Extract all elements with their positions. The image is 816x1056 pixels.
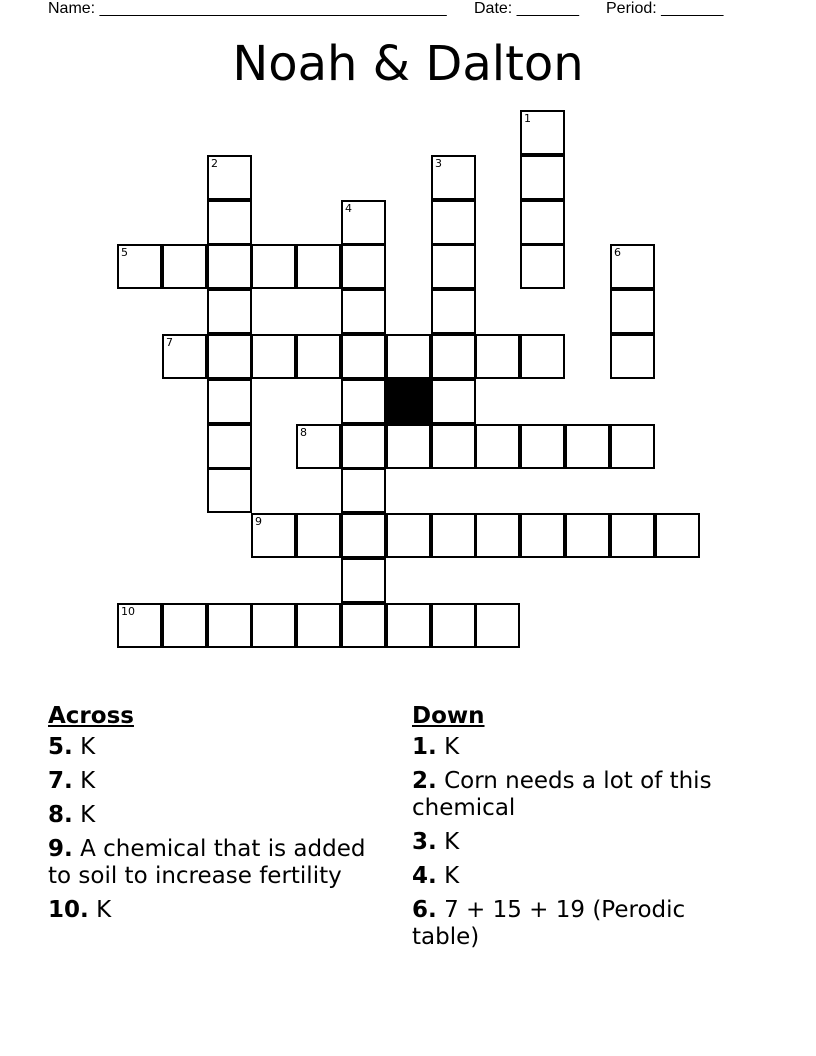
clue-across-10: 10. K [48,897,112,923]
down-clues [412,703,712,958]
grid-cell[interactable] [207,603,252,648]
grid-cell[interactable] [207,424,252,469]
grid-cell[interactable] [207,334,252,379]
grid-cell[interactable] [207,244,252,289]
grid-cell[interactable] [520,513,565,558]
grid-cell[interactable] [251,603,296,648]
grid-cell[interactable] [207,468,252,513]
grid-cell[interactable] [520,334,565,379]
clue-down-2: 2. Corn needs a lot of this chemical [412,768,712,821]
clue-number: 4 [345,202,352,215]
clue-across-8: 8. K [48,802,96,828]
grid-cell[interactable] [386,513,431,558]
clue-down-6: 6. 7 + 15 + 19 (Perodic table) [412,897,686,950]
grid-cell[interactable] [207,200,252,245]
grid-cell[interactable] [251,244,296,289]
grid-cell[interactable] [386,424,431,469]
grid-cell[interactable] [520,200,565,245]
date-field[interactable]: Date: _______ [474,0,579,17]
grid-cell[interactable] [431,200,476,245]
grid-cell[interactable] [386,603,431,648]
clue-number: 3 [435,157,442,170]
grid-cell[interactable] [251,334,296,379]
grid-cell[interactable] [565,424,610,469]
down-heading: Down [412,703,485,729]
grid-cell[interactable] [431,289,476,334]
grid-cell[interactable] [296,244,341,289]
grid-cell[interactable] [431,603,476,648]
grid-cell[interactable] [341,424,386,469]
grid-cell[interactable] [296,334,341,379]
grid-cell[interactable] [431,379,476,424]
across-clues [48,703,378,931]
grid-cell[interactable] [341,200,386,245]
grid-cell[interactable] [207,289,252,334]
name-field[interactable]: Name: _______________________________________ [48,0,447,17]
grid-cell[interactable] [341,244,386,289]
clue-across-9: 9. A chemical that is added to soil to increase fertility [48,836,366,889]
grid-cell[interactable] [341,334,386,379]
grid-cell[interactable] [341,558,386,603]
grid-cell[interactable] [341,289,386,334]
clue-down-1: 1. K [412,734,460,760]
grid-cell[interactable] [520,244,565,289]
grid-cell[interactable] [610,244,655,289]
clue-number: 1 [524,112,531,125]
grid-cell[interactable] [341,379,386,424]
across-heading: Across [48,703,134,729]
black-square [386,379,431,424]
grid-cell[interactable] [610,513,655,558]
grid-cell[interactable] [475,334,520,379]
clue-number: 8 [300,426,307,439]
grid-cell[interactable] [475,513,520,558]
grid-cell[interactable] [520,155,565,200]
grid-cell[interactable] [431,155,476,200]
grid-cell[interactable] [117,244,162,289]
clue-number: 10 [121,605,135,618]
period-field[interactable]: Period: _______ [606,0,724,17]
clue-number: 9 [255,515,262,528]
grid-cell[interactable] [610,289,655,334]
grid-cell[interactable] [162,603,207,648]
clue-number: 7 [166,336,173,349]
grid-cell[interactable] [431,513,476,558]
grid-cell[interactable] [117,603,162,648]
grid-cell[interactable] [341,603,386,648]
grid-cell[interactable] [431,244,476,289]
grid-cell[interactable] [162,334,207,379]
grid-cell[interactable] [431,334,476,379]
grid-cell[interactable] [296,603,341,648]
clue-across-5: 5. K [48,734,96,760]
grid-cell[interactable] [610,334,655,379]
grid-cell[interactable] [520,110,565,155]
grid-cell[interactable] [162,244,207,289]
clue-down-4: 4. K [412,863,460,889]
grid-cell[interactable] [610,424,655,469]
clue-number: 2 [211,157,218,170]
grid-cell[interactable] [475,424,520,469]
clue-down-3: 3. K [412,829,460,855]
grid-cell[interactable] [251,513,296,558]
grid-cell[interactable] [475,603,520,648]
grid-cell[interactable] [296,424,341,469]
grid-cell[interactable] [520,424,565,469]
grid-cell[interactable] [207,379,252,424]
grid-cell[interactable] [431,424,476,469]
grid-cell[interactable] [341,513,386,558]
grid-cell[interactable] [296,513,341,558]
grid-cell[interactable] [655,513,700,558]
grid-cell[interactable] [386,334,431,379]
grid-cell[interactable] [565,513,610,558]
clue-number: 6 [614,246,621,259]
clue-number: 5 [121,246,128,259]
puzzle-title: Noah & Dalton [232,36,584,92]
grid-cell[interactable] [207,155,252,200]
grid-cell[interactable] [341,468,386,513]
clue-across-7: 7. K [48,768,96,794]
